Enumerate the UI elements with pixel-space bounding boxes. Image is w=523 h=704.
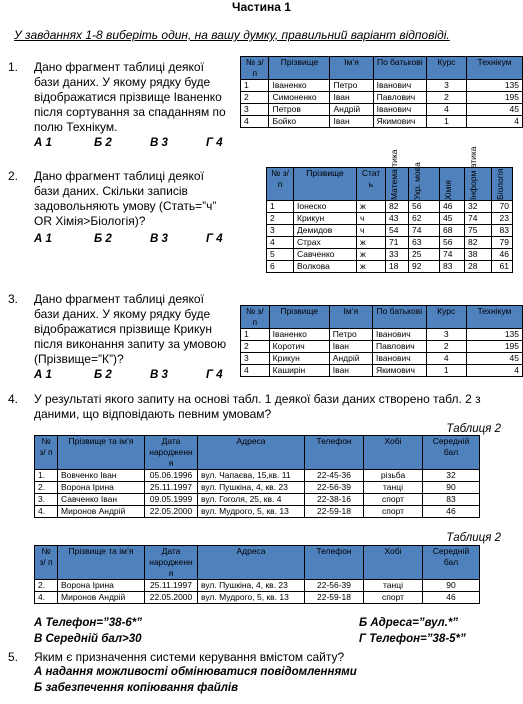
table-row [241,353,523,365]
table-row [35,494,480,506]
table-cell: 1 [241,329,270,341]
answer-option: В 3 [150,233,168,245]
table-header-cell [386,149,409,201]
vertical-header-text: Укр. мова [412,162,422,200]
table-cell: 195 [467,92,523,104]
table-cell: 3 [241,104,269,116]
table-cell: 83 [492,225,513,237]
table-header-cell: Адреса [198,546,305,580]
question-line: Дано фрагмент таблиці деякої [34,292,204,306]
table-header-cell: Середній бал [423,546,480,580]
q4-answer-a: А Телефон=”38-6*” [34,617,143,629]
table-row [267,249,513,261]
question-line: відображатися прізвище Крикун [34,322,212,336]
table-cell: вул. Гоголя, 25, кв. 4 [198,494,305,506]
table-header-cell: По батькові [373,57,426,80]
table-row [241,329,523,341]
answer-option: Б 2 [94,137,112,149]
table-cell: Іонеско [294,201,357,213]
table-cell: Іванович [373,104,426,116]
table-cell: 70 [492,201,513,213]
table-cell: вул. Мудрого, 5, кв. 13 [198,592,305,604]
table-row [267,237,513,249]
table-cell: ч [357,225,386,237]
table-cell: 22-56-39 [305,482,364,494]
question-line: Дано фрагмент таблиці деякої [34,169,204,183]
table-header-cell: По батькові [373,306,427,329]
table-row [241,116,523,128]
table-cell: вул. Мудрого, 5, кв. 13 [198,506,305,518]
page-title: Частина 1 [232,0,291,14]
table-cell: 38 [465,249,492,261]
table-header-cell: Курс [427,57,467,80]
table-header-cell: № з/п [241,306,270,329]
q4-table-1 [34,435,480,518]
table-cell: 22-59-18 [305,506,364,518]
table-row [241,365,523,377]
q4-caption-2: Таблиця 2 [446,532,501,544]
instruction: У завданнях 1-8 виберіть один, на вашу думку, правильний варіант відповіді. [14,28,450,42]
table-header-cell: Прізвище та ім’я [58,546,145,580]
table-cell: 2 [241,341,270,353]
table-cell: спорт [364,506,423,518]
table-cell: Миронов Андрій [58,506,145,518]
table-cell: 90 [423,580,480,592]
answer-option: А 1 [34,369,52,381]
table-cell: 46 [423,592,480,604]
table-cell: Іван [330,116,373,128]
table-cell: Миронов Андрій [58,592,145,604]
table-cell: 25.11.1997 [145,580,198,592]
table-cell: 1 [427,116,467,128]
table-cell: ж [357,261,386,273]
table-cell: 54 [386,225,409,237]
table-cell: 4 [467,116,523,128]
answer-option: Г 4 [206,369,223,381]
table-cell: 2 [241,92,269,104]
question-line: після сортування за спаданням по [34,105,226,119]
answer-option: А 1 [34,137,52,149]
vertical-header-text: Хімія [443,180,453,200]
table-cell: 1. [35,470,58,482]
table-cell: 3. [35,494,58,506]
table-header-cell [492,168,513,201]
table-cell: 4. [35,592,58,604]
table-cell: Савченко Іван [58,494,145,506]
q2-table [266,146,513,273]
table-cell: 56 [409,201,440,213]
q2-number: 2. [8,169,19,183]
q5-answer-a: А надання можливості обмінюватися повідомленнями [34,666,357,678]
vertical-header-text: Інформ атика [468,146,478,200]
table-cell: 25 [409,249,440,261]
table-cell: 1 [267,201,294,213]
table-cell: 82 [465,237,492,249]
table-cell: 2. [35,482,58,494]
q4-table-2 [34,545,480,604]
table-cell: 92 [409,261,440,273]
table-row [35,592,480,604]
table-header-cell: Дата народженн я [145,436,198,470]
table-cell: ж [357,237,386,249]
question-line: (Прізвище=”К”)? [34,352,124,366]
table-cell: 2 [426,341,466,353]
table-header-cell: Хобі [364,436,423,470]
table-cell: Іван [329,365,372,377]
table-row [267,261,513,273]
table-cell: Петро [330,80,373,92]
answer-option: Б 2 [94,369,112,381]
table-cell: 45 [467,104,523,116]
table-cell: Іваненко [269,80,330,92]
table-row [35,482,480,494]
table-cell: Якимович [373,365,427,377]
table-row [35,506,480,518]
table-cell: Петров [269,104,330,116]
q1-number: 1. [8,60,19,74]
q5-text: Яким є призначення системи керування вмістом сайту? [34,650,345,664]
table-cell: 28 [465,261,492,273]
table-cell: 83 [440,261,465,273]
table-cell: танці [364,580,423,592]
table-cell: 90 [423,482,480,494]
table-cell: 3 [267,225,294,237]
answer-option: В 3 [150,137,168,149]
table-cell: Андрій [330,104,373,116]
table-cell: 22-59-18 [305,592,364,604]
table-cell: Крикун [269,353,329,365]
table-cell: вул. Пушкіна, 4, кв. 23 [198,580,305,592]
q4-answer-b: Б Адреса=”вул.*” [359,617,459,629]
question-line: відображатися прізвище Іваненко [34,90,222,104]
table-cell: 62 [409,213,440,225]
table-header-cell: Ім’я [330,57,373,80]
table-cell: Демидов [294,225,357,237]
table-header-cell: Прізвище [294,168,357,201]
table-header-cell: Технікум [466,306,522,329]
table-cell: Андрій [329,353,372,365]
table-cell: Савченко [294,249,357,261]
table-row [241,80,523,92]
table-cell: 4 [241,365,270,377]
table-cell: 45 [440,213,465,225]
table-cell: 5 [267,249,294,261]
q1-table [240,56,523,128]
table-cell: 22-38-16 [305,494,364,506]
table-cell: 32 [465,201,492,213]
table-cell: 2. [35,580,58,592]
q1-text [34,60,226,135]
table-header-cell: Технікум [467,57,523,80]
table-cell: Іванович [373,80,426,92]
question-line: після виконання запиту за умовою [34,337,227,351]
q3-table [240,305,523,377]
table-cell: Коротич [269,341,329,353]
q4-text [34,392,514,422]
table-cell: Каширін [269,365,329,377]
table-cell: 135 [466,329,522,341]
q4-answer-d: Г Телефон=”38-5*” [359,633,466,645]
table-cell: 4 [426,353,466,365]
table-cell: Волкова [294,261,357,273]
table-cell: Іванович [373,353,427,365]
q4-caption-1: Таблиця 2 [446,423,501,435]
table-cell: 56 [440,237,465,249]
table-cell: різьба [364,470,423,482]
table-cell: 4 [427,104,467,116]
table-cell: 2 [427,92,467,104]
vertical-header-text: Матема тика [389,149,399,200]
table-cell: вул. Чапаєва, 15,кв. 11 [198,470,305,482]
table-cell: 09.05.1999 [145,494,198,506]
table-row [267,213,513,225]
question-line: даними, що відповідають певним умовам? [34,407,272,421]
table-cell: 74 [440,249,465,261]
table-cell: 71 [386,237,409,249]
question-line: бази даних. У якому рядку буде [34,307,211,321]
table-cell: 3 [241,353,270,365]
table-cell: Вовченко Іван [58,470,145,482]
table-cell: 46 [492,249,513,261]
table-cell: 82 [386,201,409,213]
question-line: OR Хімія>Біологія)? [34,214,146,228]
table-cell: Страх [294,237,357,249]
table-row [267,225,513,237]
table-cell: Іванович [373,329,427,341]
table-cell: 4 [466,365,522,377]
table-header-cell: Курс [426,306,466,329]
table-cell: 43 [386,213,409,225]
table-cell: ч [357,213,386,225]
table-cell: 22-56-39 [305,580,364,592]
question-line: Дано фрагмент таблиці деякої [34,60,204,74]
table-header-cell: Прізвище [269,306,329,329]
table-header-cell: Дата народженн я [145,546,198,580]
answer-option: В 3 [150,369,168,381]
table-cell: 74 [409,225,440,237]
table-cell: Бойко [269,116,330,128]
table-header-cell [440,168,465,201]
table-header-cell: Прізвище [269,57,330,80]
table-header-cell: Прізвище та ім’я [58,436,145,470]
table-cell: 46 [440,201,465,213]
table-cell: Симоненко [269,92,330,104]
table-cell: 46 [423,506,480,518]
table-row [267,201,513,213]
table-cell: спорт [364,494,423,506]
table-row [241,92,523,104]
table-header-cell [409,162,440,201]
table-cell: 33 [386,249,409,261]
table-cell: Павлович [373,341,427,353]
table-cell: 22.05.2000 [145,506,198,518]
table-cell: ж [357,201,386,213]
table-cell: 195 [466,341,522,353]
table-cell: 61 [492,261,513,273]
table-cell: 4 [267,237,294,249]
table-cell: танці [364,482,423,494]
table-cell: Іваненко [269,329,329,341]
table-cell: 6 [267,261,294,273]
table-header-cell: № з/п [267,168,294,201]
table-row [241,341,523,353]
table-cell: Ворона Ірина [58,482,145,494]
q3-text [34,292,226,367]
q2-text [34,169,216,229]
table-row [241,104,523,116]
answer-option: Г 4 [206,137,223,149]
vertical-header-text: Біологія [495,168,505,200]
table-cell: Якимович [373,116,426,128]
table-header-cell [465,146,492,201]
question-line: У результаті якого запиту на основі табл. 1 деякої бази даних створено табл. 2 з [34,392,481,406]
table-header-cell: Адреса [198,436,305,470]
table-cell: 74 [465,213,492,225]
q5-number: 5. [8,650,19,664]
table-header-cell: Хобі [364,546,423,580]
table-cell: ж [357,249,386,261]
table-cell: 18 [386,261,409,273]
table-header-cell: № з/п [241,57,269,80]
q4-number: 4. [8,392,19,406]
question-line: бази даних. Скільки записів [34,184,188,198]
table-cell: 3 [427,80,467,92]
table-cell: 1 [426,365,466,377]
question-line: полю Технікум. [34,120,118,134]
table-cell: 79 [492,237,513,249]
table-cell: 63 [409,237,440,249]
table-cell: 75 [465,225,492,237]
table-header-cell: № з/ п [35,546,58,580]
table-cell: Іван [330,92,373,104]
table-cell: 83 [423,494,480,506]
table-cell: 45 [466,353,522,365]
table-cell: 25.11.1997 [145,482,198,494]
answer-option: Г 4 [206,233,223,245]
q5-answer-b: Б забезпечення копіювання файлів [34,682,239,694]
table-header-cell: № з/ п [35,436,58,470]
table-cell: 2 [267,213,294,225]
table-cell: Іван [329,341,372,353]
table-cell: 1 [241,80,269,92]
table-cell: вул. Пушкіна, 4, кв. 23 [198,482,305,494]
table-row [35,470,480,482]
table-cell: 32 [423,470,480,482]
table-cell: Петро [329,329,372,341]
table-cell: Крикун [294,213,357,225]
question-line: задовольняють умову (Стать=”ч” [34,199,217,213]
table-cell: 05.06.1996 [145,470,198,482]
table-cell: 135 [467,80,523,92]
table-row [35,580,480,592]
table-header-cell: Ім’я [329,306,372,329]
table-cell: спорт [364,592,423,604]
table-header-cell: Стат ь [357,168,386,201]
answer-option: А 1 [34,233,52,245]
table-cell: 22-45-36 [305,470,364,482]
table-cell: 22.05.2000 [145,592,198,604]
table-cell: Ворона Ірина [58,580,145,592]
table-header-cell: Середній бал [423,436,480,470]
table-header-cell: Телефон [305,436,364,470]
q4-answer-c: В Середній бал>30 [34,633,142,645]
table-cell: 68 [440,225,465,237]
question-line: бази даних. У якому рядку буде [34,75,211,89]
table-cell: Павлович [373,92,426,104]
q3-number: 3. [8,292,19,306]
table-cell: 4. [35,506,58,518]
table-header-cell: Телефон [305,546,364,580]
answer-option: Б 2 [94,233,112,245]
table-cell: 3 [426,329,466,341]
table-cell: 23 [492,213,513,225]
table-cell: 4 [241,116,269,128]
